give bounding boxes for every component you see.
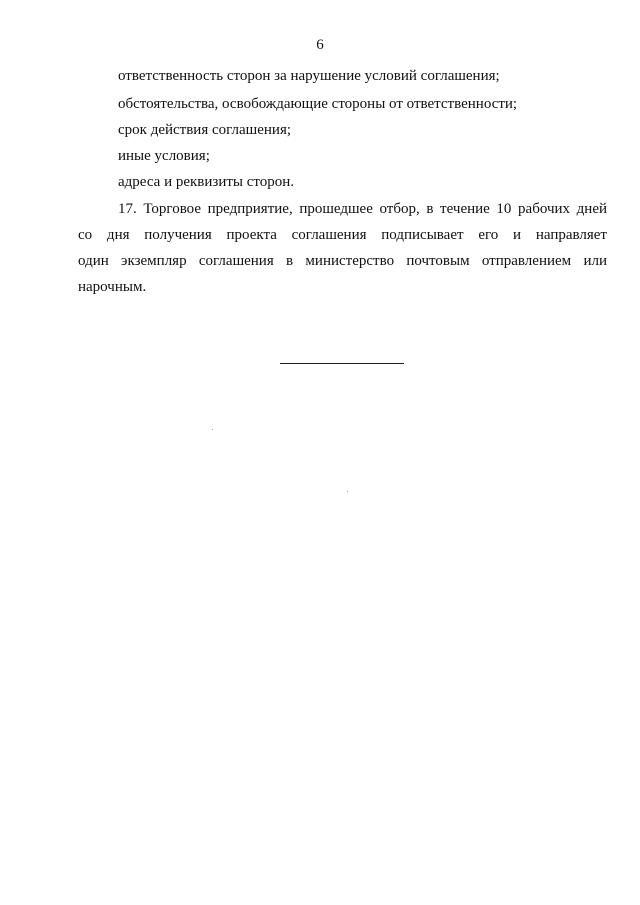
page-number: 6 xyxy=(316,37,324,53)
paragraph-17-line-1: 17. Торговое предприятие, прошедшее отбор, в течение 10 рабочих дней xyxy=(118,201,607,217)
list-item-force-majeure: обстоятельства, освобождающие стороны от ответственности; xyxy=(118,96,518,112)
list-item-liability: ответственность сторон за нарушение условий соглашения; xyxy=(118,68,500,84)
list-item-addresses: адреса и реквизиты сторон. xyxy=(118,174,295,190)
paragraph-17-line-2: со дня получения проекта соглашения подписывает его и направляет xyxy=(78,227,607,243)
scan-speck xyxy=(347,491,348,492)
paragraph-17-line-3: один экземпляр соглашения в министерство почтовым отправлением или xyxy=(78,253,607,269)
end-of-document-rule xyxy=(280,363,404,364)
list-item-other-conditions: иные условия; xyxy=(118,148,210,164)
paragraph-17-line-4: нарочным. xyxy=(78,279,147,295)
list-item-term: срок действия соглашения; xyxy=(118,122,292,138)
scan-speck xyxy=(212,429,213,430)
